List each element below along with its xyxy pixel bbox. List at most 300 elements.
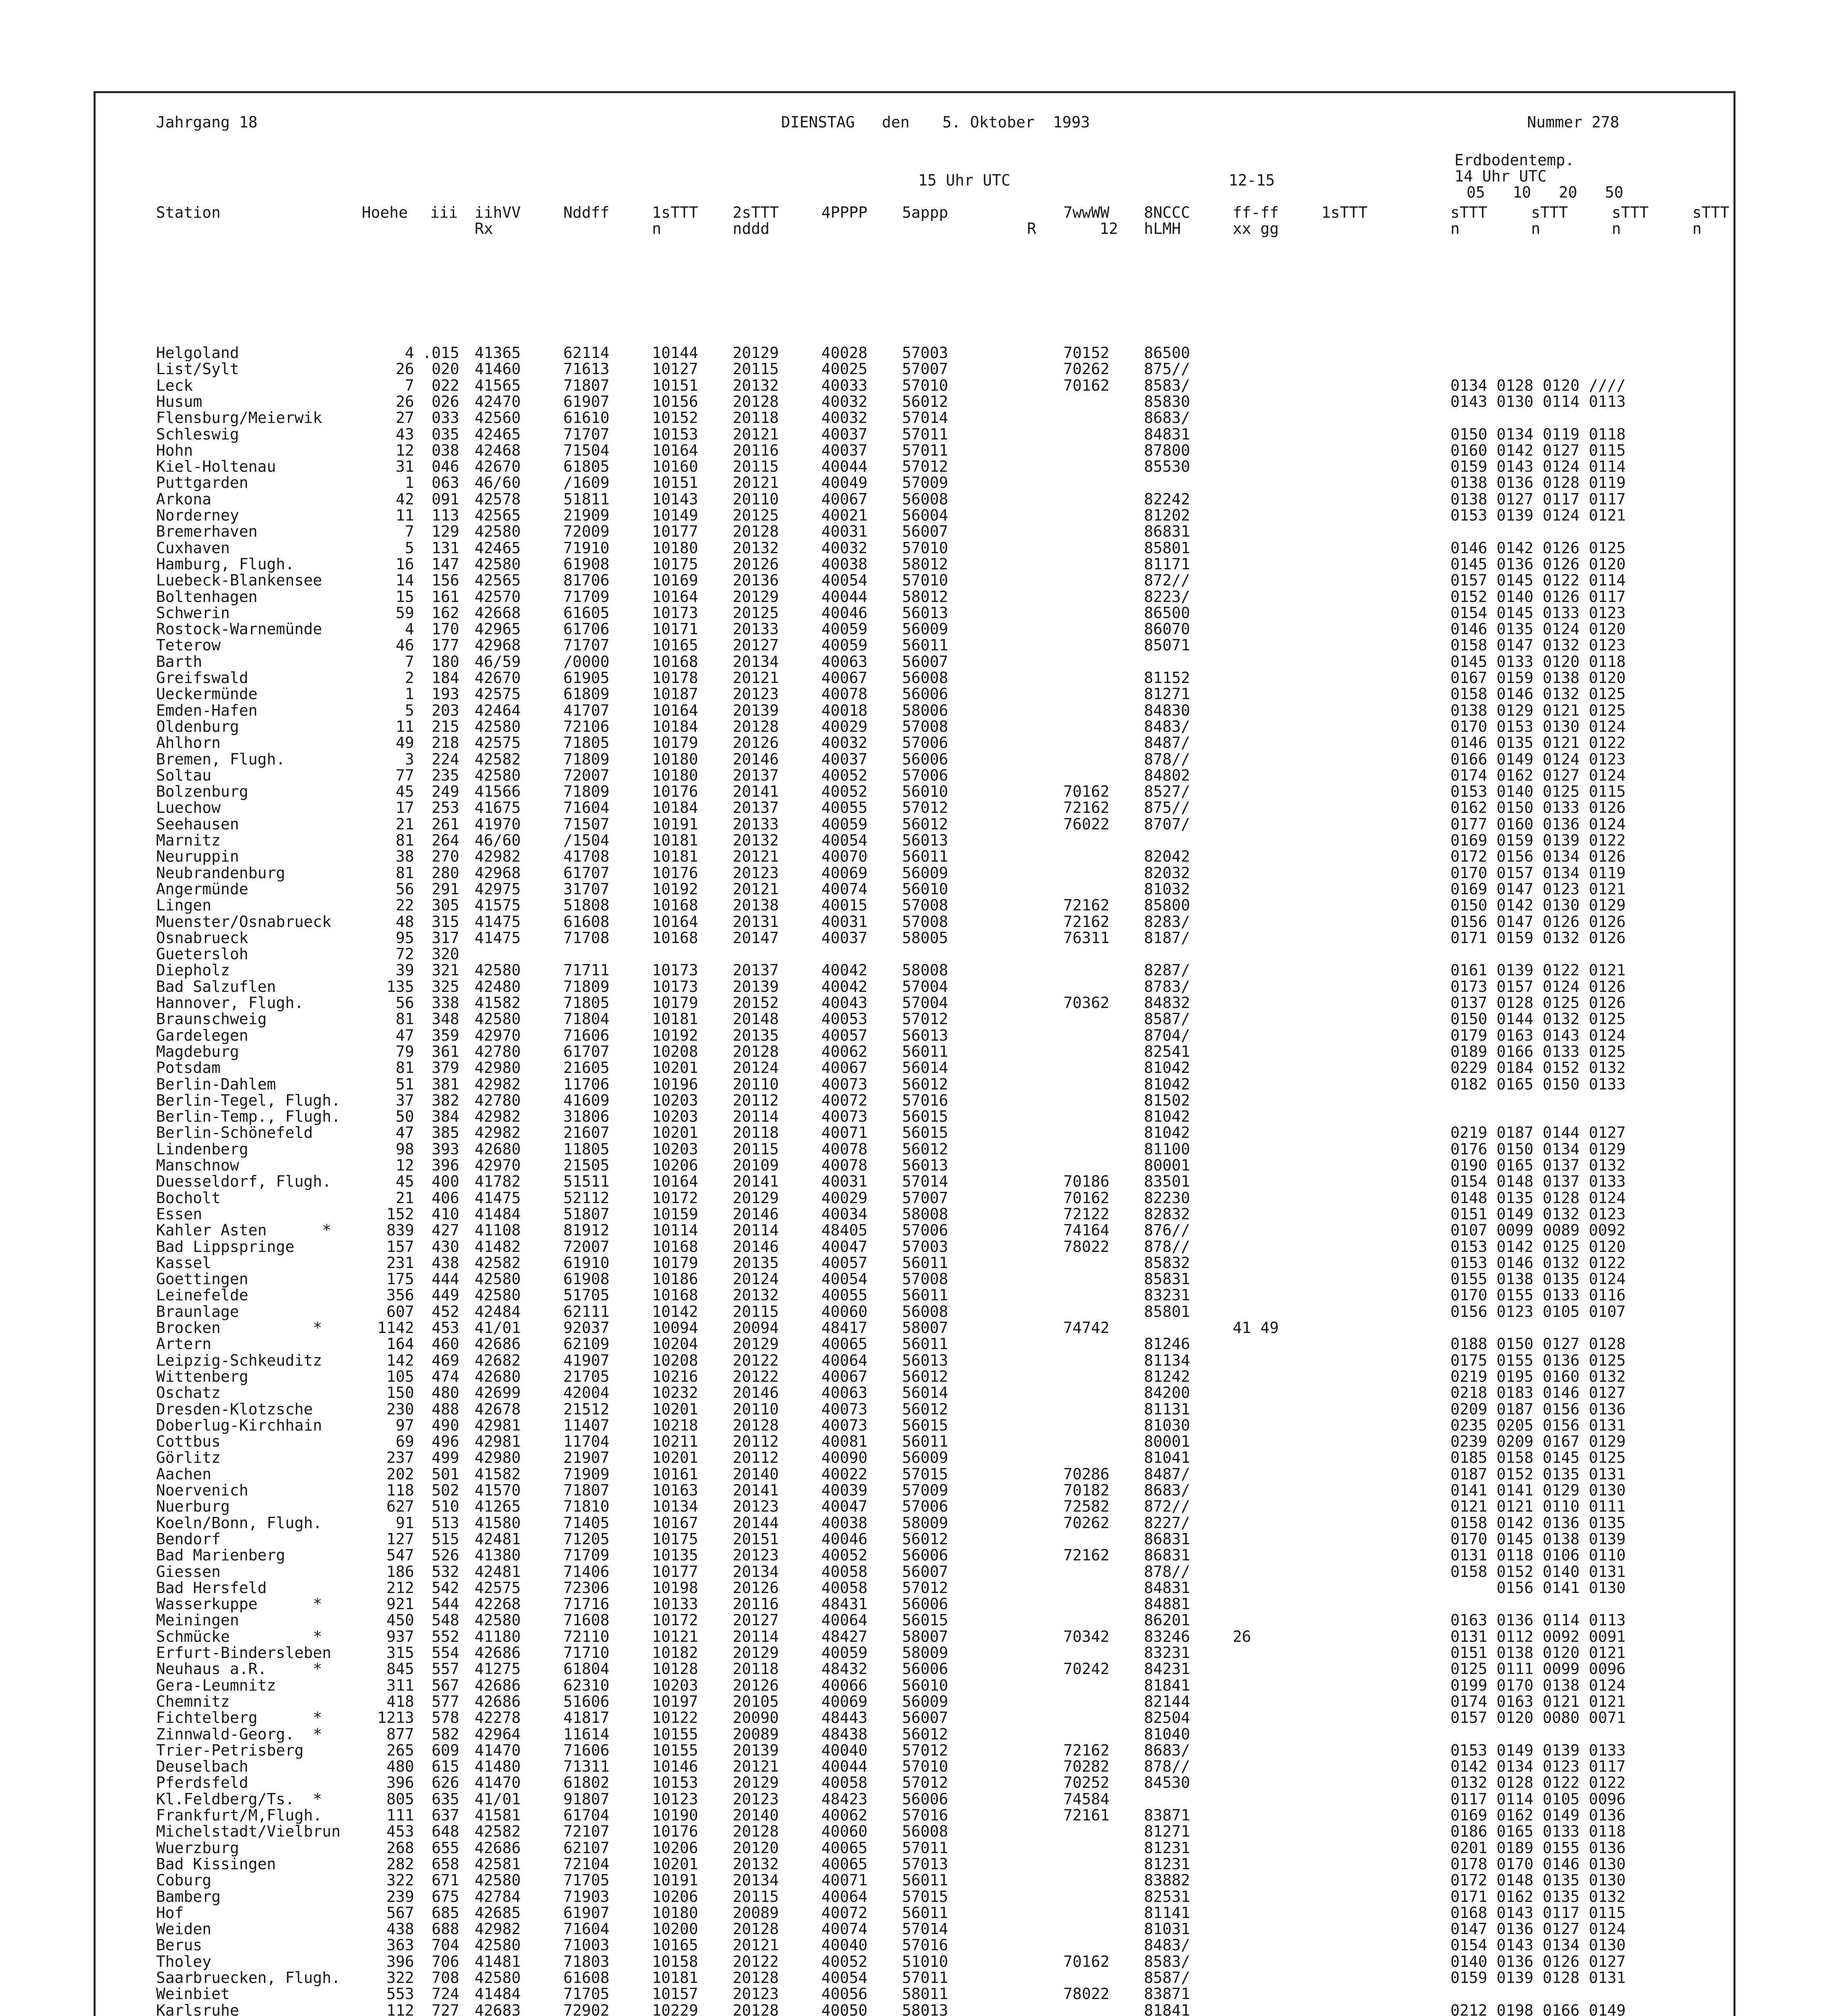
cell-t2: 20151 [733,1530,779,1548]
table-row [96,556,1733,572]
cell-n: 81030 [1144,1416,1190,1434]
cell-station: Teterow [156,636,221,654]
cell-a: 56011 [902,1433,948,1451]
table-row [96,1368,1733,1385]
cell-iii: 460 [431,1335,459,1353]
cell-ihvv: 42980 [475,1449,521,1467]
cell-t1: 10152 [652,409,698,427]
cell-h: 95 [396,929,414,947]
cell-n: 87800 [1144,441,1190,459]
cell-iii: 706 [431,1952,459,1970]
cell-nd: 71705 [563,1871,610,1889]
cell-t2: 20124 [733,1059,779,1077]
cell-soil: 0132 0128 0122 0122 [1450,1774,1626,1792]
cell-t2: 20089 [733,1725,779,1743]
table-row [96,1710,1733,1726]
cell-t1: 10172 [652,1189,698,1207]
cell-t2: 20121 [733,474,779,492]
cell-n: 8483/ [1144,717,1190,735]
cell-p: 40037 [821,441,868,459]
cell-n: 8483/ [1144,1936,1190,1954]
cell-station: Deuselbach [156,1758,248,1776]
cell-nd: 61608 [563,1969,610,1987]
cell-p: 40032 [821,409,868,427]
cell-t2: 20114 [733,1627,779,1645]
cell-n: 86500 [1144,344,1190,362]
table-row [96,377,1733,394]
cell-n: 84832 [1144,994,1190,1012]
cell-t2: 20121 [733,848,779,866]
cell-a: 56011 [902,1286,948,1304]
table-row [96,702,1733,719]
cell-t1: 10196 [652,1075,698,1093]
cell-t2: 20122 [733,1367,779,1385]
cell-ihvv: 42968 [475,636,521,654]
cell-ihvv: 46/60 [475,474,521,492]
cell-nd: 71707 [563,636,610,654]
cell-t1: 10206 [652,1156,698,1174]
table-row [96,1125,1733,1141]
cell-t2: 20123 [733,1497,779,1516]
cell-p: 40050 [821,2001,868,2016]
cell-h: 268 [386,1839,414,1857]
cell-h: 453 [386,1822,414,1841]
cell-w: 70242 [1063,1660,1110,1678]
cell-station: Schmücke * [156,1627,322,1645]
cell-nd: 71716 [563,1595,610,1613]
cell-station: Coburg [156,1871,212,1889]
cell-n: 81042 [1144,1075,1190,1093]
cell-a: 56006 [902,1546,948,1564]
cell-t2: 20132 [733,1286,779,1304]
cell-a: 57011 [902,425,948,443]
cell-n: 82541 [1144,1042,1190,1060]
cell-w: 72122 [1063,1205,1110,1223]
col-8nccc-sub: hLMH [1144,220,1181,237]
cell-ihvv: 41675 [475,799,521,817]
cell-nd: 41907 [563,1351,610,1369]
cell-a: 56006 [902,1660,948,1678]
table-row [96,1304,1733,1320]
cell-soil: 0174 0163 0121 0121 [1450,1692,1626,1710]
cell-n: 86070 [1144,620,1190,638]
cell-t1: 10191 [652,1871,698,1889]
cell-n: 85831 [1144,1270,1190,1288]
cell-a: 56008 [902,1822,948,1841]
cell-nd: 71807 [563,1481,610,1499]
cell-t1: 10187 [652,685,698,703]
cell-a: 56013 [902,1156,948,1174]
cell-iii: 658 [431,1855,459,1873]
cell-iii: 396 [431,1156,459,1174]
cell-iii: 578 [431,1709,459,1727]
cell-nd: 72009 [563,523,610,541]
cell-h: 17 [396,799,414,817]
cell-h: 72 [396,945,414,963]
cell-nd: 71705 [563,1985,610,2003]
cell-h: 112 [386,2001,414,2016]
cell-ihvv: 42575 [475,734,521,752]
cell-t2: 20115 [733,458,779,476]
cell-soil: 0161 0139 0122 0121 [1450,961,1626,979]
cell-a: 57010 [902,539,948,557]
cell-station: Oldenburg [156,717,239,735]
cell-t1: 10190 [652,1806,698,1824]
cell-n: 8283/ [1144,912,1190,931]
cell-t2: 20144 [733,1514,779,1532]
cell-a: 57016 [902,1091,948,1109]
cell-ihvv: 42699 [475,1384,521,1402]
cell-nd: 41707 [563,701,610,719]
table-row [96,719,1733,735]
cell-ihvv: 42580 [475,717,521,735]
table-row [96,637,1733,653]
cell-ihvv: 41365 [475,344,521,362]
cell-n: 86500 [1144,604,1190,622]
cell-a: 56012 [902,1725,948,1743]
table-row [96,1173,1733,1189]
cell-ihvv: 42680 [475,1140,521,1158]
cell-h: 282 [386,1855,414,1873]
cell-t1: 10153 [652,1774,698,1792]
cell-soil: 0148 0135 0128 0124 [1450,1189,1626,1207]
cell-ihvv: 41575 [475,896,521,914]
cell-t2: 20125 [733,506,779,524]
cell-h: 105 [386,1367,414,1385]
cell-nd: 61809 [563,685,610,703]
col-2sttt-sub: nddd [733,220,770,237]
col-soil-50-sub: n [1692,220,1702,237]
cell-iii: 727 [431,2001,459,2016]
cell-station: Frankfurt/M,Flugh. [156,1806,322,1824]
cell-p: 48405 [821,1221,868,1239]
cell-p: 40056 [821,1985,868,2003]
cell-soil: 0156 0147 0126 0126 [1450,912,1626,931]
col-1sttt-b: 1sTTT [1321,204,1368,221]
cell-soil: 0153 0146 0132 0122 [1450,1254,1626,1272]
cell-p: 40040 [821,1741,868,1759]
table-row [96,1206,1733,1222]
cell-station: Kahler Asten * [156,1221,331,1239]
cell-p: 40073 [821,1108,868,1126]
weekday-label: DIENSTAG [781,113,855,131]
cell-soil: 0156 0123 0105 0107 [1450,1302,1626,1320]
cell-t1: 10203 [652,1091,698,1109]
cell-t2: 20112 [733,1091,779,1109]
cell-soil: 0138 0129 0121 0125 [1450,701,1626,719]
cell-n: 8704/ [1144,1026,1190,1044]
cell-station: Weinbiet [156,1985,230,2003]
table-row [96,751,1733,767]
cell-iii: 502 [431,1481,459,1499]
cell-a: 57004 [902,977,948,996]
cell-ihvv: 42970 [475,1026,521,1044]
cell-ihvv: 42465 [475,425,521,443]
cell-a: 57006 [902,1497,948,1516]
cell-t2: 20121 [733,425,779,443]
cell-station: Husum [156,392,202,410]
cell-t2: 20128 [733,1822,779,1841]
cell-t1: 10176 [652,1822,698,1841]
cell-t1: 10158 [652,1952,698,1970]
cell-iii: 567 [431,1676,459,1694]
cell-a: 56006 [902,1595,948,1613]
cell-soil: 0189 0166 0133 0125 [1450,1042,1626,1060]
cell-a: 57012 [902,1010,948,1028]
cell-iii: 147 [431,555,459,573]
cell-n: 81231 [1144,1839,1190,1857]
cell-p: 40038 [821,555,868,573]
cell-t2: 20094 [733,1319,779,1337]
cell-t2: 20121 [733,1758,779,1776]
cell-t2: 20147 [733,929,779,947]
cell-a: 56006 [902,750,948,768]
cell-soil: 0138 0136 0128 0119 [1450,474,1626,492]
cell-t2: 20109 [733,1156,779,1174]
cell-t2: 20129 [733,1644,779,1662]
cell-soil: 0155 0138 0135 0124 [1450,1270,1626,1288]
cell-station: Kl.Feldberg/Ts. * [156,1790,322,1808]
cell-a: 56012 [902,1140,948,1158]
cell-n: 85801 [1144,1302,1190,1320]
cell-t1: 10127 [652,360,698,378]
cell-t2: 20134 [733,1562,779,1581]
cell-soil: 0218 0183 0146 0127 [1450,1384,1626,1402]
cell-h: 311 [386,1676,414,1694]
cell-nd: 21505 [563,1156,610,1174]
cell-t2: 20115 [733,1140,779,1158]
table-row [96,946,1733,962]
cell-n: 8583/ [1144,376,1190,394]
cell-ihvv: 42464 [475,701,521,719]
cell-t1: 10201 [652,1124,698,1142]
table-row [96,1547,1733,1563]
table-row [96,735,1733,751]
cell-h: 322 [386,1969,414,1987]
cell-a: 58007 [902,1319,948,1337]
col-soil-20: sTTT [1612,204,1649,221]
cell-t1: 10146 [652,1758,698,1776]
table-row [96,523,1733,539]
cell-w: 70186 [1063,1173,1110,1191]
cell-p: 40090 [821,1449,868,1467]
cell-soil: 0166 0149 0124 0123 [1450,750,1626,768]
cell-t1: 10180 [652,766,698,784]
cell-t2: 20126 [733,1579,779,1597]
cell-iii: 510 [431,1497,459,1516]
cell-p: 40055 [821,1286,868,1304]
cell-h: 164 [386,1335,414,1353]
cell-t2: 20128 [733,1042,779,1060]
cell-t1: 10201 [652,1400,698,1418]
cell-nd: 51606 [563,1692,610,1710]
cell-t1: 10165 [652,636,698,654]
cell-station: Michelstadt/Vielbrun [156,1822,341,1841]
cell-p: 40064 [821,1887,868,1906]
col-soil-05: sTTT [1450,204,1488,221]
cell-t2: 20137 [733,799,779,817]
cell-ihvv: 42565 [475,506,521,524]
cell-ihvv: 42578 [475,490,521,508]
cell-a: 57012 [902,458,948,476]
cell-a: 58012 [902,555,948,573]
cell-nd: 72306 [563,1579,610,1597]
cell-station: Bad Lippspringe [156,1237,295,1256]
cell-h: 607 [386,1302,414,1320]
cell-iii: 235 [431,766,459,784]
cell-ihvv: 42580 [475,1286,521,1304]
table-row [96,832,1733,848]
cell-t1: 10178 [652,669,698,687]
cell-t2: 20146 [733,750,779,768]
cell-nd: 71910 [563,539,610,557]
cell-t2: 20129 [733,1774,779,1792]
cell-soil: 0125 0111 0099 0096 [1450,1660,1626,1678]
cell-a: 57011 [902,1839,948,1857]
cell-a: 57008 [902,717,948,735]
cell-t2: 20112 [733,1433,779,1451]
table-row [96,881,1733,897]
cell-nd: 72106 [563,717,610,735]
cell-t1: 10184 [652,799,698,817]
cell-a: 57008 [902,912,948,931]
cell-nd: 52112 [563,1189,610,1207]
cell-t2: 20148 [733,1010,779,1028]
cell-iii: 385 [431,1124,459,1142]
cell-h: 396 [386,1774,414,1792]
cell-station: Seehausen [156,815,239,833]
cell-a: 57011 [902,441,948,459]
cell-a: 58006 [902,701,948,719]
cell-p: 40065 [821,1839,868,1857]
cell-a: 57007 [902,1189,948,1207]
cell-a: 57010 [902,571,948,589]
cell-iii: 532 [431,1562,459,1581]
cell-h: 21 [396,815,414,833]
cell-ihvv: 41/01 [475,1319,521,1337]
cell-a: 57008 [902,1270,948,1288]
cell-ihvv: 41475 [475,912,521,931]
table-row [96,816,1733,832]
table-row [96,995,1733,1011]
table-row [96,1482,1733,1498]
cell-soil: 0146 0135 0124 0120 [1450,620,1626,638]
cell-station: Hof [156,1904,184,1922]
cell-iii: 400 [431,1173,459,1191]
table-row [96,1515,1733,1531]
cell-station: Lingen [156,896,212,914]
cell-soil: 0187 0152 0135 0131 [1450,1465,1626,1483]
cell-nd: 61707 [563,864,610,882]
cell-ihvv: 42970 [475,1156,521,1174]
cell-iii: 542 [431,1579,459,1597]
cell-n: 82504 [1144,1709,1190,1727]
cell-a: 56010 [902,783,948,801]
cell-soil: 0171 0162 0135 0132 [1450,1887,1626,1906]
cell-p: 40052 [821,1952,868,1970]
cell-station: Trier-Petrisberg [156,1741,304,1759]
cell-w: 70252 [1063,1774,1110,1792]
table-row [96,361,1733,377]
cell-w: 76311 [1063,929,1110,947]
cell-h: 59 [396,604,414,622]
cell-h: 265 [386,1741,414,1759]
cell-station: Gera-Leumnitz [156,1676,276,1694]
cell-n: 81042 [1144,1108,1190,1126]
cell-a: 57012 [902,1741,948,1759]
period-label: 12-15 [1229,171,1275,189]
cell-h: 26 [396,360,414,378]
cell-h: 38 [396,848,414,866]
cell-t1: 10167 [652,1514,698,1532]
cell-t1: 10208 [652,1351,698,1369]
cell-nd: 61910 [563,1254,610,1272]
cell-station: Bremen, Flugh. [156,750,285,768]
cell-iii: 022 [431,376,459,394]
cell-a: 57012 [902,1774,948,1792]
cell-iii: 180 [431,652,459,671]
cell-p: 40067 [821,669,868,687]
cell-ihvv: 42580 [475,1936,521,1954]
cell-n: 82832 [1144,1205,1190,1223]
cell-soil: 0170 0157 0134 0119 [1450,864,1626,882]
cell-iii: 264 [431,831,459,849]
table-row [96,1954,1733,1970]
cell-w: 72162 [1063,896,1110,914]
cell-w: 76022 [1063,815,1110,833]
cell-ihvv: 42580 [475,961,521,979]
cell-station: Oschatz [156,1384,221,1402]
cell-ihvv: 42682 [475,1351,521,1369]
cell-t2: 20123 [733,864,779,882]
cell-soil: 0151 0138 0120 0121 [1450,1644,1626,1662]
cell-ihvv: 42575 [475,685,521,703]
cell-a: 57008 [902,896,948,914]
cell-iii: 379 [431,1059,459,1077]
cell-t2: 20122 [733,1351,779,1369]
cell-ihvv: 42580 [475,1270,521,1288]
cell-t1: 10176 [652,783,698,801]
cell-nd: 61704 [563,1806,610,1824]
cell-nd: 71809 [563,977,610,996]
cell-a: 56013 [902,831,948,849]
cell-p: 40025 [821,360,868,378]
cell-soil: 0152 0140 0126 0117 [1450,587,1626,606]
cell-h: 2 [405,669,414,687]
cell-nd: 61706 [563,620,610,638]
cell-w: 70342 [1063,1627,1110,1645]
cell-p: 40052 [821,1546,868,1564]
cell-p: 40059 [821,636,868,654]
table-row [96,1271,1733,1287]
cell-station: Rostock-Warnemünde [156,620,322,638]
cell-p: 40031 [821,912,868,931]
cell-station: Braunlage [156,1302,239,1320]
cell-t1: 10180 [652,750,698,768]
cell-n: 875// [1144,799,1190,817]
cell-t1: 10203 [652,1140,698,1158]
cell-a: 56012 [902,1400,948,1418]
col-iihvv-sub: Rx [475,220,493,237]
table-row [96,394,1733,410]
col-1sttt: 1sTTT [652,204,698,221]
cell-h: 42 [396,490,414,508]
cell-n: 85071 [1144,636,1190,654]
cell-t1: 10153 [652,425,698,443]
cell-a: 58009 [902,1514,948,1532]
cell-station: Duesseldorf, Flugh. [156,1173,331,1191]
table-row [96,1807,1733,1823]
